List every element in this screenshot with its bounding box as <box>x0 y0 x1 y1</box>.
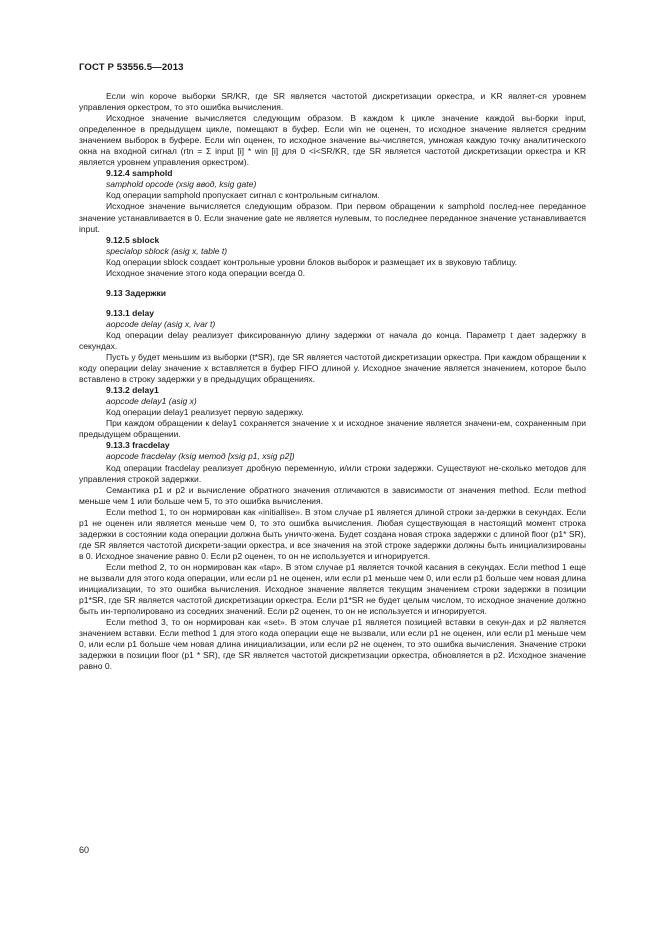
spacer <box>79 279 586 288</box>
paragraph: Если method 3, то он нормирован как «set». В этом случае p1 является позицией вставки в секун-дах и p2 является значением вставки. Если method 1 для этого кода операции еще не вызвали, или если p1 не оценен, или если p1 меньше чем 0, или если p1 больше чем новая длина инициализации, или если p2 не оценен, то это ошибка вычисления. Значение строки задержки в позиции floor (p1 * SR), где SR является частотой дискретизации оркестра, обновляется в p2. Исходное значение равно 0. <box>79 617 586 672</box>
subsection-heading-delay1: 9.13.2 delay1 <box>106 385 159 396</box>
paragraph: Код операции fracdelay реализует дробную переменную, и/или строки задержки. Существуют не-сколько методов для управления строкой задержки. <box>79 462 586 484</box>
paragraph: Код операции delay реализует фиксированную длину задержки от начала до конца. Параметр t дает задержку в секундах. <box>79 329 586 351</box>
page-number: 60 <box>79 845 90 855</box>
paragraph: Исходное значение этого кода операции всегда 0. <box>106 267 306 278</box>
paragraph: Пусть y будет меньшим из выборки (t*SR), где SR является частотой дискретизации оркестра. При каждом обращении к коду операции delay значение x вставляется в буфер FIFO длиной y. Исходное значение является значением, которое было вставлено в строку задержки y в предыдущих обращениях. <box>79 352 586 385</box>
paragraph: Код операции delay1 реализует первую задержку. <box>106 407 304 418</box>
paragraph: Если method 2, то он нормирован как «tap». В этом случае p1 является точкой касания в секундах. Если method 1 еще не вызвали для этого кода операции, или если p1 не оценен, или если p1 меньше чем 0, или если p1 больше чем новая длина инициализации, то это ошибка вычисления. Исходное значение является текущим значением строки задержки в позиции p1*SR, где SR является частотой дискретизации оркестра. Если p1*SR не будет целым числом, то исходное значение должно быть ин-терполировано из соседних значений. Если p2 оценен, то он не используется и игнорируется. <box>79 561 586 617</box>
paragraph: Код операции samphold пропускает сигнал с контрольным сигналом. <box>106 190 380 201</box>
paragraph: Если win короче выборки SR/KR, где SR является частотой дискретизации оркестра, и KR являет-ся уровнем управления оркестром, то это ошибка вычисления. <box>79 91 586 113</box>
paragraph: При каждом обращении к delay1 сохраняется значение x и исходное значение является значени-ем, сохраненным при предыдущем обращении. <box>79 418 586 440</box>
syntax-line: specialop sblock (asig x, table t) <box>106 245 228 256</box>
paragraph: Исходное значение вычисляется следующим образом. В каждом k цикле значение каждой вы-борки input, определенное в предыдущем цикле, помещают в буфер. Если win не оценен, то исходное значение является средним значением выборок в буфере. Если win оценен, то исходное значение вы-числяется, умножая каждую точку аналитического окна на входной сигнал (rtn = Σ input [i] * win [i] для 0 <i<SR/KR, где SR является частотой дискретизации оркестра и KR является уровнем управления оркестром). <box>79 113 586 168</box>
document-body <box>79 91 586 672</box>
paragraph: Семантика p1 и p2 и вычисление обратного значения отличаются в зависимости от значения method. Если method меньше чем 1 или больше чем 5, то это ошибка вычисления. <box>79 484 586 506</box>
subsection-heading-sblock: 9.12.5 sblock <box>106 234 160 245</box>
syntax-line: aopcode delay1 (asig x) <box>106 396 197 407</box>
syntax-line: aopcode delay (asig x, ivar t) <box>106 318 216 329</box>
paragraph: Исходное значение вычисляется следующим образом. При первом обращении к samphold послед-нее переданное значение устанавливается в 0. Если значение gate не является нулевым, то последнее переданное значение устанавливается input. <box>79 201 586 234</box>
spacer <box>79 299 586 308</box>
syntax-line: aopcode fracdelay (ksig метод [xsig p1, xsig p2]) <box>106 451 295 462</box>
document-header-code: ГОСТ Р 53556.5—2013 <box>79 62 184 73</box>
subsection-heading-samphold: 9.12.4 samphold <box>106 168 173 179</box>
paragraph: Код операции sblock создает контрольные уровни блоков выборок и размещает их в звуковую таблицу. <box>106 256 518 267</box>
subsection-heading-delay: 9.13.1 delay <box>106 307 154 318</box>
section-heading-delays: 9.13 Задержки <box>106 287 166 298</box>
syntax-line: samphold opcode (xsig ввод, ksig gate) <box>106 179 257 190</box>
subsection-heading-fracdelay: 9.13.3 fracdelay <box>106 440 170 451</box>
paragraph: Если method 1, то он нормирован как «initiallise». В этом случае p1 является длиной строки за-держки в секундах. Если p1 не оценен или является меньше чем 0, то это ошибка вычисления. Любая существующая в настоящий момент строка задержки в состоянии кода операции должна быть уничто-жена. Будет создана новая строка задержки с длиной floor (p1* SR), где SR является частотой дискрети-зации оркестра, и все значения на этой строке задержки должны быть инициализированы в 0. Исходное значение равно 0. Если p2 оценен, то он не используется и игнорируется. <box>79 506 586 561</box>
